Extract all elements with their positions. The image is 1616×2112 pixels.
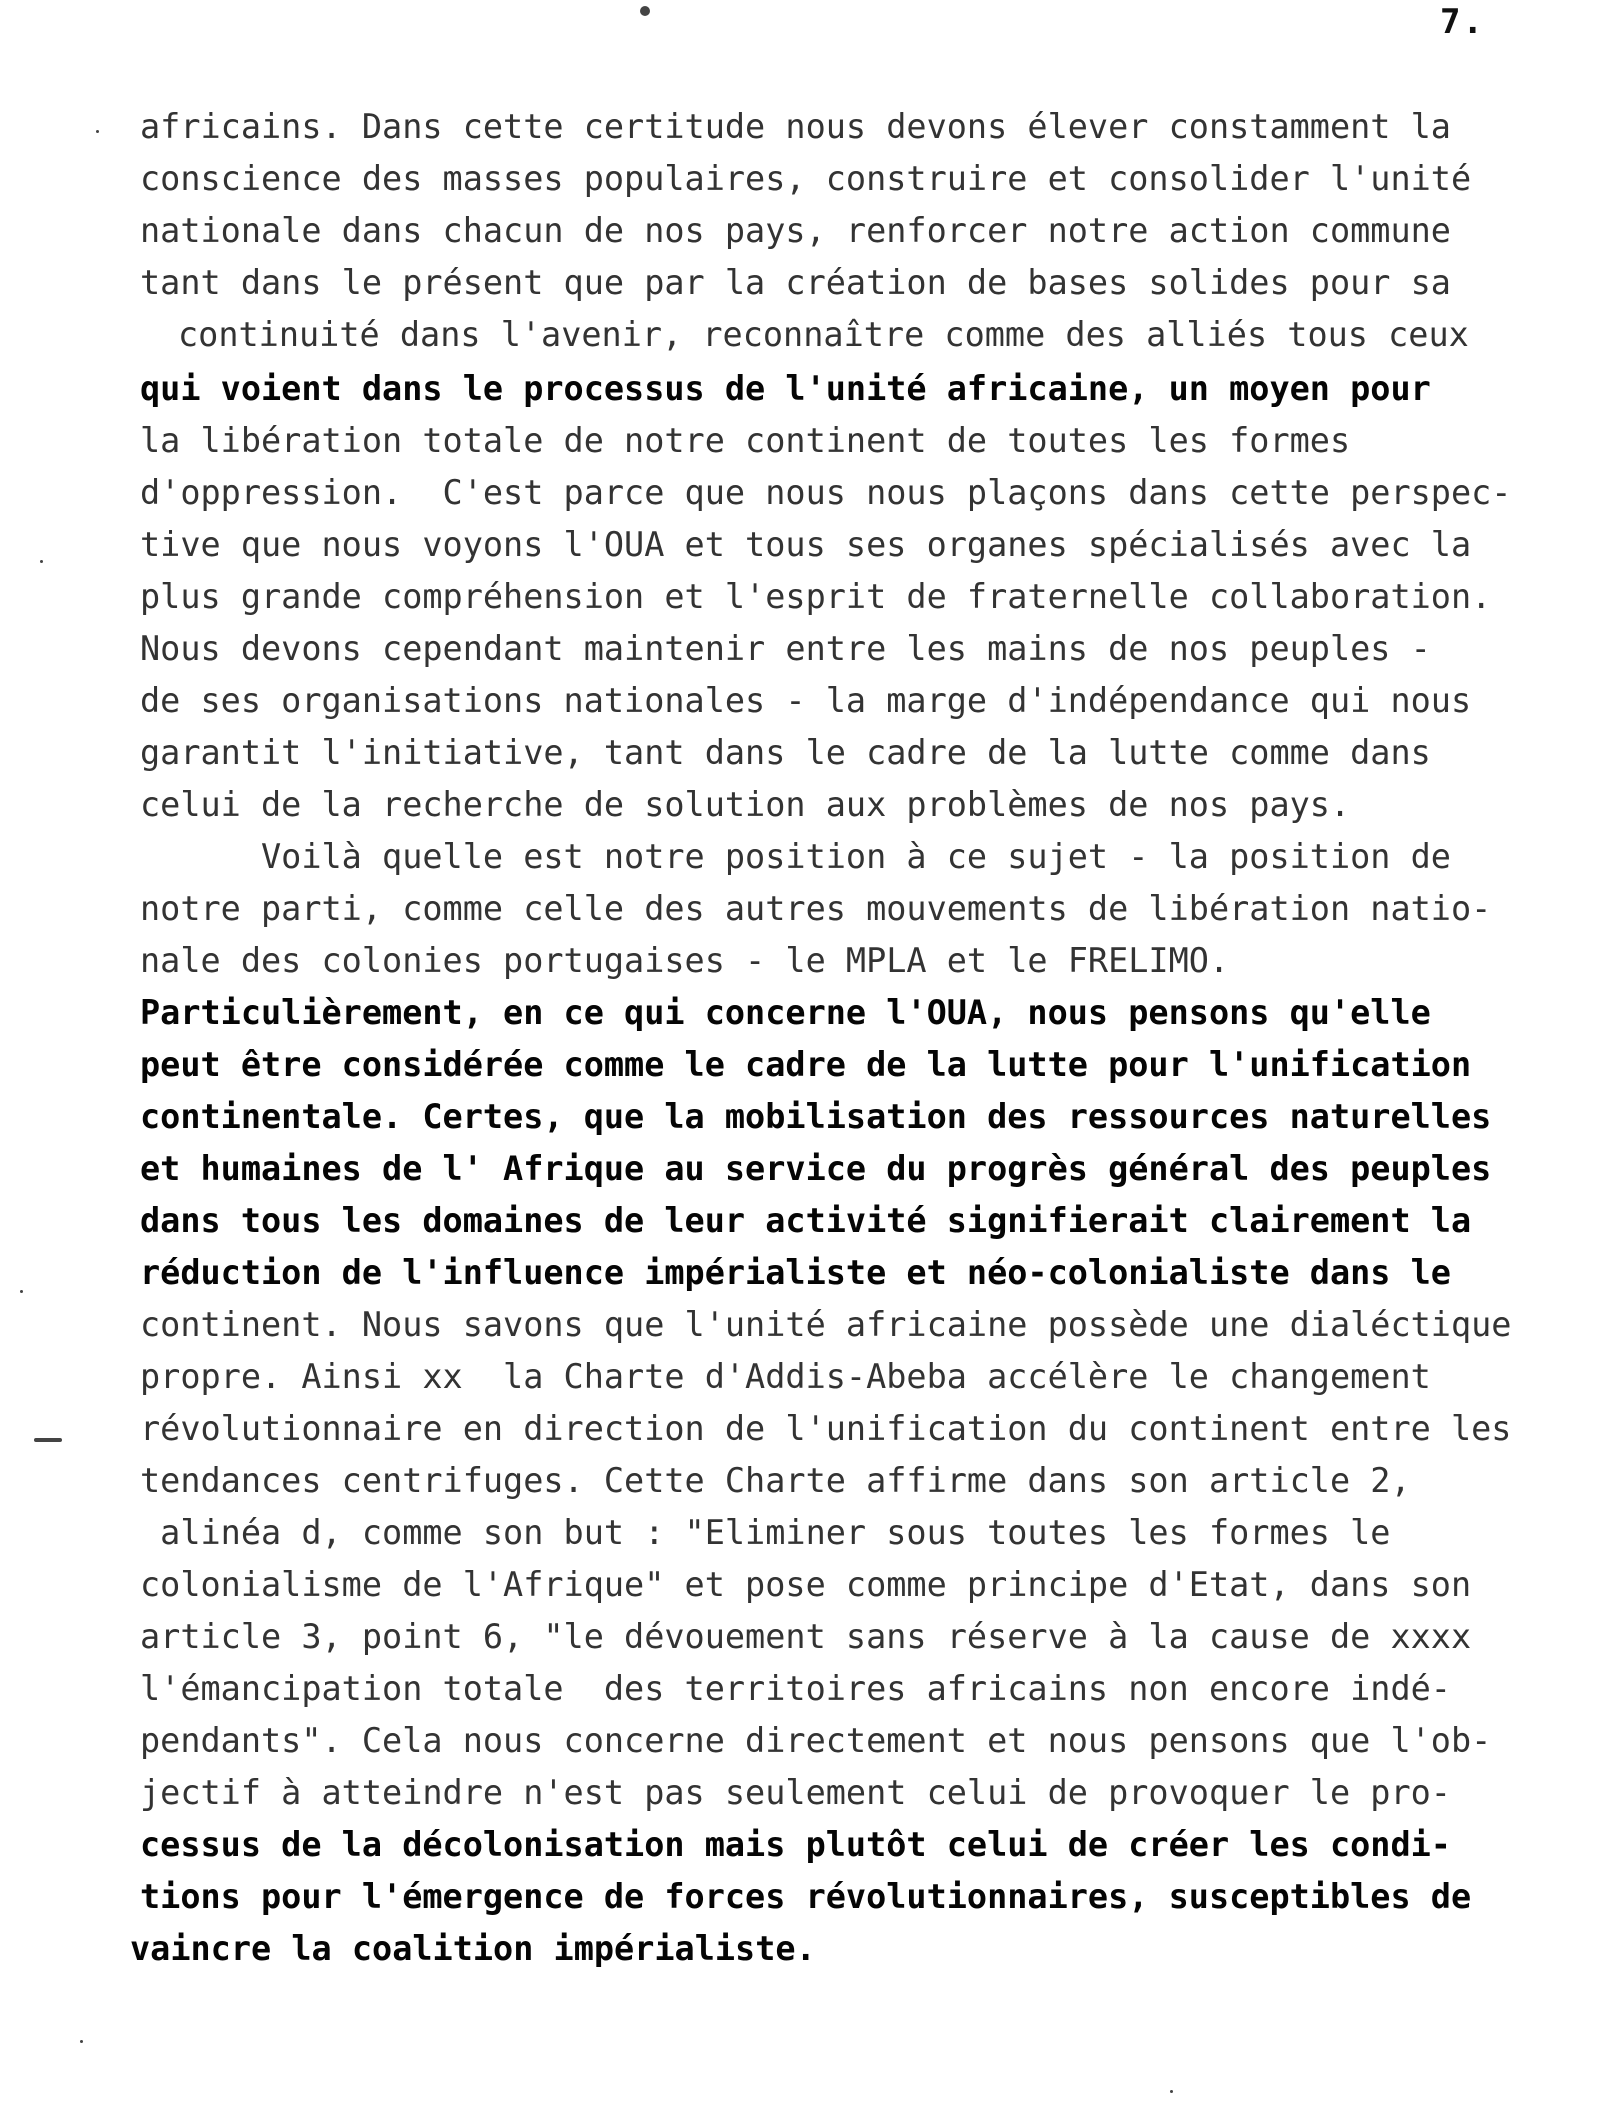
text-line: africains. Dans cette certitude nous devons élever constamment la xyxy=(140,107,1451,146)
text-line: propre. Ainsi xx la Charte d'Addis-Abeba accélère le changement xyxy=(140,1357,1431,1396)
text-line: notre parti, comme celle des autres mouvements de libération natio- xyxy=(140,889,1492,928)
scan-speck xyxy=(1170,2090,1173,2093)
scan-speck xyxy=(40,560,43,563)
text-line: vaincre la coalition impérialiste. xyxy=(130,1929,816,1968)
text-line: pendants". Cela nous concerne directement et nous pensons que l'ob- xyxy=(140,1721,1492,1760)
text-line: qui voient dans le processus de l'unité africaine, un moyen pour xyxy=(140,369,1431,408)
text-line: tive que nous voyons l'OUA et tous ses organes spécialisés avec la xyxy=(140,525,1472,564)
text-line: alinéa d, comme son but : "Eliminer sous toutes les formes le xyxy=(140,1513,1391,1552)
text-line: tions pour l'émergence de forces révolutionnaires, susceptibles de xyxy=(140,1877,1472,1916)
scan-speck xyxy=(96,130,99,133)
text-line: celui de la recherche de solution aux problèmes de nos pays. xyxy=(140,785,1351,824)
text-line: continentale. Certes, que la mobilisation des ressources naturelles xyxy=(140,1097,1492,1136)
text-line: Nous devons cependant maintenir entre les mains de nos peuples - xyxy=(140,629,1431,668)
scan-speck xyxy=(640,6,650,16)
page-number: 7. xyxy=(1440,2,1485,42)
text-line: dans tous les domaines de leur activité signifierait clairement la xyxy=(140,1201,1472,1240)
text-line: conscience des masses populaires, construire et consolider l'unité xyxy=(140,159,1472,198)
text-line: et humaines de l' Afrique au service du progrès général des peuples xyxy=(140,1149,1492,1188)
text-line: tendances centrifuges. Cette Charte affirme dans son article 2, xyxy=(140,1461,1411,1500)
text-line: réduction de l'influence impérialiste et néo-colonialiste dans le xyxy=(140,1253,1451,1292)
text-line: nationale dans chacun de nos pays, renforcer notre action commune xyxy=(140,211,1451,250)
scan-speck xyxy=(34,1438,62,1442)
text-line: plus grande compréhension et l'esprit de fraternelle collaboration. xyxy=(140,577,1492,616)
text-line: nale des colonies portugaises - le MPLA et le FRELIMO. xyxy=(140,941,1230,980)
text-line: cessus de la décolonisation mais plutôt celui de créer les condi- xyxy=(140,1825,1451,1864)
text-line: de ses organisations nationales - la marge d'indépendance qui nous xyxy=(140,681,1472,720)
text-line: d'oppression. C'est parce que nous nous plaçons dans cette perspec- xyxy=(140,473,1512,512)
text-line: continent. Nous savons que l'unité africaine possède une dialéctique xyxy=(140,1305,1512,1344)
text-line: continuité dans l'avenir, reconnaître comme des alliés tous ceux xyxy=(178,315,1469,354)
text-line: garantit l'initiative, tant dans le cadre de la lutte comme dans xyxy=(140,733,1431,772)
text-line: tant dans le présent que par la création de bases solides pour sa xyxy=(140,263,1451,302)
text-line: la libération totale de notre continent de toutes les formes xyxy=(140,421,1351,460)
scan-speck xyxy=(20,1290,23,1293)
text-line: peut être considérée comme le cadre de la lutte pour l'unification xyxy=(140,1045,1472,1084)
text-line: Particulièrement, en ce qui concerne l'OUA, nous pensons qu'elle xyxy=(140,993,1431,1032)
text-line: colonialisme de l'Afrique" et pose comme principe d'Etat, dans son xyxy=(140,1565,1472,1604)
scan-speck xyxy=(80,2040,83,2043)
text-line: révolutionnaire en direction de l'unification du continent entre les xyxy=(140,1409,1512,1448)
text-line: Voilà quelle est notre position à ce sujet - la position de xyxy=(140,837,1451,876)
text-line: l'émancipation totale des territoires africains non encore indé- xyxy=(140,1669,1451,1708)
text-line: jectif à atteindre n'est pas seulement celui de provoquer le pro- xyxy=(140,1773,1451,1812)
text-line: article 3, point 6, "le dévouement sans réserve à la cause de xxxx xyxy=(140,1617,1472,1656)
